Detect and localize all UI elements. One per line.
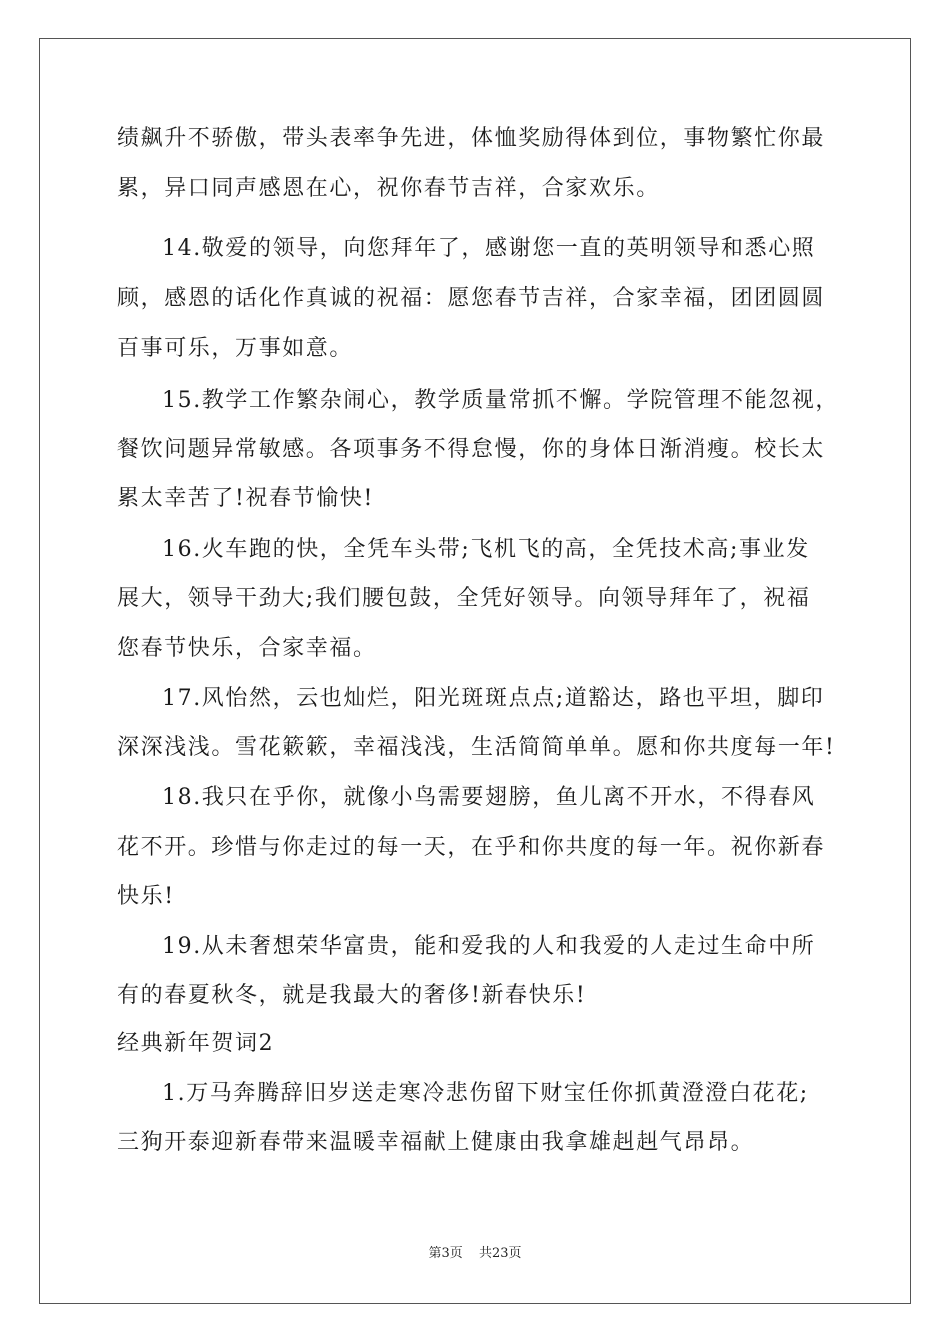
- section-heading: 经典新年贺词2: [117, 1031, 275, 1056]
- page-number-current: 第3页: [428, 1246, 463, 1261]
- list-item-15-line: 15.教学工作繁杂闹心，教学质量常抓不懈。学院管理不能忽视，: [162, 388, 839, 413]
- list-item-16-line: 16.火车跑的快，全凭车头带;飞机飞的高，全凭技术高;事业发: [162, 537, 810, 562]
- text-line: 绩飙升不骄傲，带头表率争先进，体恤奖励得体到位，事物繁忙你最: [117, 126, 826, 151]
- text-line: 花不开。珍惜与你走过的每一天，在乎和你共度的每一年。祝你新春: [117, 835, 826, 860]
- text-line: 累太幸苦了!祝春节愉快!: [117, 486, 374, 511]
- text-line: 三狗开泰迎新春带来温暖幸福献上健康由我拿雄赳赳气昂昂。: [117, 1130, 755, 1155]
- text-line: 百事可乐，万事如意。: [117, 336, 354, 361]
- list-item-17-line: 17.风怡然，云也灿烂，阳光斑斑点点;道豁达，路也平坦，脚印: [162, 686, 825, 711]
- list-item-14-line: 14.敬爱的领导，向您拜年了，感谢您一直的英明领导和悉心照: [162, 236, 816, 261]
- text-line: 深深浅浅。雪花簌簌，幸福浅浅，生活简简单单。愿和你共度每一年!: [117, 735, 836, 760]
- text-line: 餐饮问题异常敏感。各项事务不得怠慢，你的身体日渐消瘦。校长太: [117, 437, 826, 462]
- list-item-1-line: 1.万马奔腾辞旧岁送走寒冷悲伤留下财宝任你抓黄澄澄白花花;: [162, 1081, 809, 1106]
- text-line: 展大，领导干劲大;我们腰包鼓，全凭好领导。向领导拜年了，祝福: [117, 586, 811, 611]
- page-frame: [39, 38, 911, 1304]
- list-item-18-line: 18.我只在乎你，就像小鸟需要翅膀，鱼儿离不开水，不得春风: [162, 785, 816, 810]
- text-line: 快乐!: [117, 884, 175, 909]
- text-line: 您春节快乐，合家幸福。: [117, 636, 377, 661]
- page-number-total: 共23页: [478, 1246, 522, 1261]
- page-footer: [0, 1245, 950, 1263]
- list-item-19-line: 19.从未奢想荣华富贵，能和爱我的人和我爱的人走过生命中所: [162, 934, 816, 959]
- text-line: 有的春夏秋冬，就是我最大的奢侈!新春快乐!: [117, 983, 587, 1008]
- text-line: 累，异口同声感恩在心，祝你春节吉祥，合家欢乐。: [117, 176, 660, 201]
- text-line: 顾，感恩的话化作真诚的祝福：愿您春节吉祥，合家幸福，团团圆圆: [117, 286, 826, 311]
